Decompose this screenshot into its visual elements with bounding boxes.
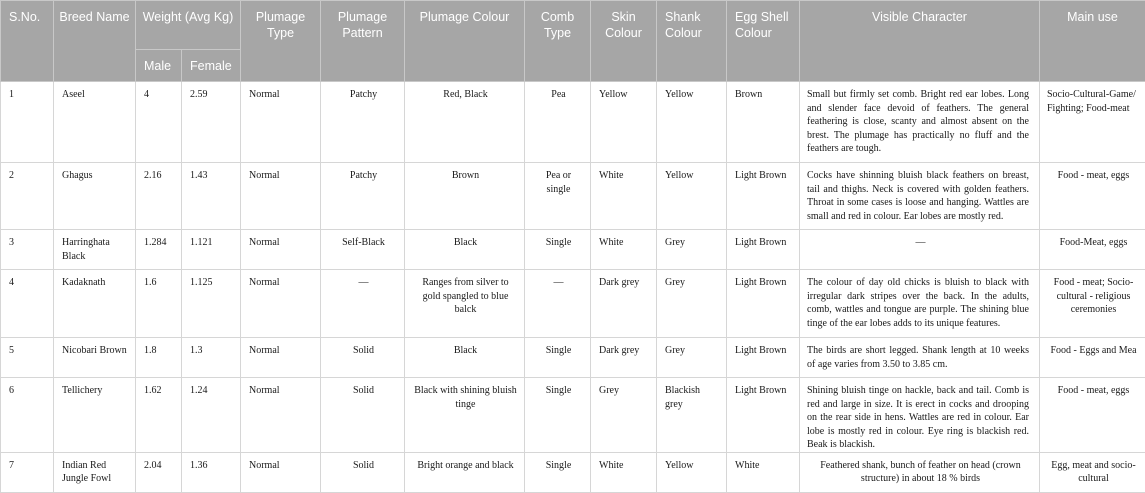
cell-weight-male: 1.62 [136, 378, 182, 453]
cell-plumage-type: Normal [241, 230, 321, 270]
table-header [1, 1, 1145, 82]
cell-visible-character: The colour of day old chicks is bluish to black with irregular dark stripes over the back. In the adults, comb, wattles and tongue are purple. The shining blue tinge of the ear lobes adds to its unique features. [800, 270, 1040, 338]
table-row [1, 270, 1145, 338]
cell-main-use: Egg, meat and socio-cultural [1040, 452, 1145, 492]
cell-weight-female: 1.125 [182, 270, 241, 338]
cell-weight-male: 4 [136, 82, 182, 163]
cell-sno: 4 [1, 270, 54, 338]
cell-plumage-type: Normal [241, 338, 321, 378]
header-sno: S.No. [1, 1, 54, 82]
cell-visible-character: Shining bluish tinge on hackle, back and tail. Comb is red and large in size. It is erect in cocks and drooping on the rear side in hens. Wattles are red in colour. Ear lobe is mostly red in colour. Eye ring is blackish red. Beak is blackish. [800, 378, 1040, 453]
cell-visible-character: Cocks have shinning bluish black feathers on breast, tail and thighs. Neck is covered with golden feathers. Throat in some cases is loose and hanging. Wattles are small and red in colour. Ear lobes are mostly red. [800, 163, 1040, 230]
cell-comb-type: Pea or single [525, 163, 591, 230]
header-egg-shell-colour: Egg Shell Colour [727, 1, 800, 82]
cell-weight-female: 1.36 [182, 452, 241, 492]
cell-weight-male: 2.04 [136, 452, 182, 492]
cell-plumage-pattern: Solid [321, 378, 405, 453]
cell-plumage-colour: Black with shining bluish tinge [405, 378, 525, 453]
cell-plumage-pattern: Solid [321, 338, 405, 378]
cell-egg-shell-colour: White [727, 452, 800, 492]
cell-egg-shell-colour: Light Brown [727, 338, 800, 378]
cell-sno: 1 [1, 82, 54, 163]
cell-weight-female: 1.3 [182, 338, 241, 378]
cell-sno: 3 [1, 230, 54, 270]
cell-breed-name: Nicobari Brown [54, 338, 136, 378]
cell-main-use: Food - Eggs and Mea [1040, 338, 1145, 378]
table-body [1, 82, 1145, 493]
cell-weight-female: 1.43 [182, 163, 241, 230]
cell-skin-colour: White [591, 230, 657, 270]
cell-sno: 5 [1, 338, 54, 378]
cell-plumage-pattern: — [321, 270, 405, 338]
cell-weight-female: 1.24 [182, 378, 241, 453]
cell-visible-character: — [800, 230, 1040, 270]
cell-breed-name: Indian Red Jungle Fowl [54, 452, 136, 492]
cell-shank-colour: Yellow [657, 82, 727, 163]
cell-plumage-colour: Black [405, 338, 525, 378]
cell-shank-colour: Grey [657, 338, 727, 378]
cell-main-use: Food - meat, eggs [1040, 378, 1145, 453]
cell-shank-colour: Yellow [657, 452, 727, 492]
header-visible-character: Visible Character [800, 1, 1040, 82]
cell-breed-name: Kadaknath [54, 270, 136, 338]
cell-plumage-pattern: Solid [321, 452, 405, 492]
cell-skin-colour: Dark grey [591, 338, 657, 378]
cell-breed-name: Harringhata Black [54, 230, 136, 270]
cell-main-use: Food - meat, eggs [1040, 163, 1145, 230]
cell-breed-name: Tellichery [54, 378, 136, 453]
table-row [1, 82, 1145, 163]
cell-comb-type: Single [525, 378, 591, 453]
cell-weight-female: 2.59 [182, 82, 241, 163]
cell-main-use: Food-Meat, eggs [1040, 230, 1145, 270]
header-female: Female [182, 50, 241, 82]
cell-sno: 6 [1, 378, 54, 453]
cell-plumage-type: Normal [241, 163, 321, 230]
table-row [1, 230, 1145, 270]
cell-comb-type: Pea [525, 82, 591, 163]
cell-weight-male: 1.6 [136, 270, 182, 338]
cell-comb-type: Single [525, 338, 591, 378]
cell-shank-colour: Grey [657, 230, 727, 270]
cell-plumage-type: Normal [241, 82, 321, 163]
cell-egg-shell-colour: Light Brown [727, 230, 800, 270]
cell-plumage-type: Normal [241, 270, 321, 338]
cell-sno: 2 [1, 163, 54, 230]
cell-comb-type: — [525, 270, 591, 338]
cell-egg-shell-colour: Brown [727, 82, 800, 163]
cell-visible-character: Small but firmly set comb. Bright red ear lobes. Long and slender face devoid of feathers. The general feathering is close, scanty and almost absent on the brest. The plumage has practically no fluff and the feathers are tough. [800, 82, 1040, 163]
cell-skin-colour: White [591, 163, 657, 230]
cell-comb-type: Single [525, 452, 591, 492]
header-male: Male [136, 50, 182, 82]
table-row [1, 338, 1145, 378]
cell-skin-colour: Grey [591, 378, 657, 453]
cell-main-use: Socio-Cultural-Game/ Fighting; Food-meat [1040, 82, 1145, 163]
header-weight: Weight (Avg Kg) [136, 1, 241, 50]
cell-skin-colour: White [591, 452, 657, 492]
cell-skin-colour: Yellow [591, 82, 657, 163]
cell-plumage-colour: Brown [405, 163, 525, 230]
cell-plumage-colour: Bright orange and black [405, 452, 525, 492]
cell-plumage-colour: Red, Black [405, 82, 525, 163]
cell-visible-character: The birds are short legged. Shank length at 10 weeks of age varies from 3.50 to 3.85 cm. [800, 338, 1040, 378]
cell-plumage-colour: Black [405, 230, 525, 270]
table-row [1, 378, 1145, 453]
cell-weight-male: 2.16 [136, 163, 182, 230]
header-plumage-colour: Plumage Colour [405, 1, 525, 82]
cell-skin-colour: Dark grey [591, 270, 657, 338]
table-row [1, 163, 1145, 230]
cell-plumage-type: Normal [241, 452, 321, 492]
cell-plumage-type: Normal [241, 378, 321, 453]
cell-weight-female: 1.121 [182, 230, 241, 270]
cell-shank-colour: Yellow [657, 163, 727, 230]
header-main-use: Main use [1040, 1, 1145, 82]
cell-main-use: Food - meat; Socio-cultural - religious ceremonies [1040, 270, 1145, 338]
cell-sno: 7 [1, 452, 54, 492]
header-plumage-pattern: Plumage Pattern [321, 1, 405, 82]
cell-egg-shell-colour: Light Brown [727, 378, 800, 453]
cell-shank-colour: Blackish grey [657, 378, 727, 453]
cell-plumage-pattern: Self-Black [321, 230, 405, 270]
cell-comb-type: Single [525, 230, 591, 270]
header-shank-colour: Shank Colour [657, 1, 727, 82]
cell-visible-character: Feathered shank, bunch of feather on head (crown structure) in about 18 % birds [800, 452, 1040, 492]
cell-plumage-colour: Ranges from silver to gold spangled to blue balck [405, 270, 525, 338]
cell-plumage-pattern: Patchy [321, 163, 405, 230]
table-row [1, 452, 1145, 492]
cell-shank-colour: Grey [657, 270, 727, 338]
header-comb-type: Comb Type [525, 1, 591, 82]
cell-weight-male: 1.8 [136, 338, 182, 378]
cell-plumage-pattern: Patchy [321, 82, 405, 163]
cell-egg-shell-colour: Light Brown [727, 270, 800, 338]
cell-breed-name: Ghagus [54, 163, 136, 230]
header-skin-colour: Skin Colour [591, 1, 657, 82]
header-plumage-type: Plumage Type [241, 1, 321, 82]
header-breed-name: Breed Name [54, 1, 136, 82]
cell-weight-male: 1.284 [136, 230, 182, 270]
cell-egg-shell-colour: Light Brown [727, 163, 800, 230]
cell-breed-name: Aseel [54, 82, 136, 163]
